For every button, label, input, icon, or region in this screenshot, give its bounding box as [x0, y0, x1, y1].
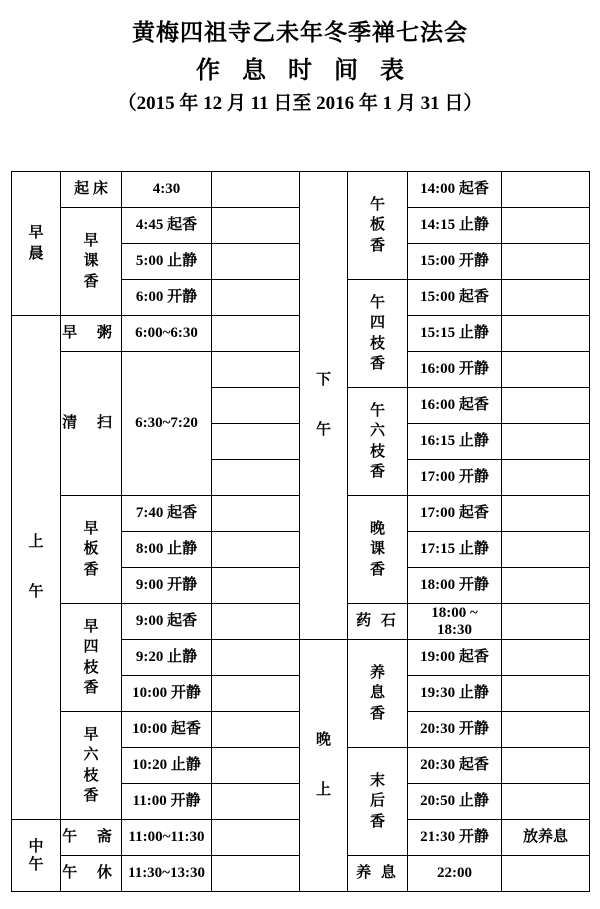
note-cell: [212, 784, 300, 820]
rest-label: 午 休: [61, 856, 122, 892]
final-note: 放养息: [502, 820, 590, 856]
time-cell: 20:30 开静: [408, 712, 502, 748]
time-cell: 10:20 止静: [122, 748, 212, 784]
note-cell: [502, 352, 590, 388]
note-cell: [212, 676, 300, 712]
note-cell: [212, 640, 300, 676]
time-cell: 8:00 止静: [122, 532, 212, 568]
lunch-time: 11:00~11:30: [122, 820, 212, 856]
note-cell: [212, 460, 300, 496]
note-cell: [502, 388, 590, 424]
schedule-table: [11, 171, 590, 892]
note-cell: [502, 856, 590, 892]
time-cell: 6:00 开静: [122, 280, 212, 316]
breakfast-time: 6:00~6:30: [122, 316, 212, 352]
note-cell: [212, 172, 300, 208]
note-cell: [502, 208, 590, 244]
lunch-label: 午 斋: [61, 820, 122, 856]
time-cell: 19:30 止静: [408, 676, 502, 712]
cleaning-time: 6:30~7:20: [122, 352, 212, 496]
time-cell: 14:00 起香: [408, 172, 502, 208]
sleep-time: 22:00: [408, 856, 502, 892]
note-cell: [212, 352, 300, 388]
note-cell: [502, 676, 590, 712]
time-cell: 19:00 起香: [408, 640, 502, 676]
time-cell: 10:00 开静: [122, 676, 212, 712]
time-cell: 11:00 开静: [122, 784, 212, 820]
note-cell: [212, 280, 300, 316]
time-cell: 17:00 起香: [408, 496, 502, 532]
note-cell: [502, 748, 590, 784]
time-cell: 17:00 开静: [408, 460, 502, 496]
wake-time: 4:30: [122, 172, 212, 208]
time-cell: 15:00 开静: [408, 244, 502, 280]
note-cell: [502, 568, 590, 604]
session-rest: 养息香: [348, 640, 408, 748]
session-noon-board: 午板香: [348, 172, 408, 280]
note-cell: [212, 820, 300, 856]
time-cell: 15:00 起香: [408, 280, 502, 316]
document-subtitle: 作息时间表: [196, 56, 426, 84]
note-cell: [212, 856, 300, 892]
session-final: 末后香: [348, 748, 408, 856]
time-cell: 16:00 起香: [408, 388, 502, 424]
sleep-label: 养 息: [348, 856, 408, 892]
note-cell: [502, 712, 590, 748]
session-early: 早课香: [61, 208, 122, 316]
session-noon-fourth: 午四枝香: [348, 280, 408, 388]
note-cell: [502, 424, 590, 460]
time-cell: 9:00 起香: [122, 604, 212, 640]
note-cell: [212, 604, 300, 640]
document-title: 黄梅四祖寺乙未年冬季禅七法会: [132, 20, 468, 46]
session-evening: 晚课香: [348, 496, 408, 604]
time-cell: 15:15 止静: [408, 316, 502, 352]
note-cell: [212, 496, 300, 532]
session-fourth: 早四枝香: [61, 604, 122, 712]
note-cell: [502, 244, 590, 280]
rest-time: 11:30~13:30: [122, 856, 212, 892]
table-row: [12, 172, 590, 208]
time-cell: 17:15 止静: [408, 532, 502, 568]
period-noon: 中午: [12, 820, 61, 892]
session-noon-sixth: 午六枝香: [348, 388, 408, 496]
medicine-label: 药 石: [348, 604, 408, 640]
breakfast-label: 早 粥: [61, 316, 122, 352]
period-evening: 晚上: [300, 640, 348, 892]
time-cell: 18:00 开静: [408, 568, 502, 604]
period-afternoon: 下午: [300, 172, 348, 640]
note-cell: [502, 316, 590, 352]
note-cell: [502, 280, 590, 316]
note-cell: [212, 424, 300, 460]
cleaning-label: 清 扫: [61, 352, 122, 496]
medicine-time: 18:00 ~ 18:30: [408, 604, 502, 640]
time-cell: 4:45 起香: [122, 208, 212, 244]
time-cell: 21:30 开静: [408, 820, 502, 856]
note-cell: [212, 388, 300, 424]
note-cell: [502, 784, 590, 820]
time-cell: 9:00 开静: [122, 568, 212, 604]
note-cell: [502, 496, 590, 532]
note-cell: [212, 208, 300, 244]
note-cell: [502, 640, 590, 676]
note-cell: [212, 316, 300, 352]
note-cell: [212, 568, 300, 604]
session-board: 早板香: [61, 496, 122, 604]
note-cell: [212, 748, 300, 784]
note-cell: [212, 244, 300, 280]
time-cell: 16:15 止静: [408, 424, 502, 460]
note-cell: [502, 172, 590, 208]
note-cell: [502, 532, 590, 568]
period-morning: 早晨: [12, 172, 61, 316]
period-forenoon: 上午: [12, 316, 61, 820]
time-cell: 9:20 止静: [122, 640, 212, 676]
note-cell: [502, 604, 590, 640]
note-cell: [212, 532, 300, 568]
session-sixth: 早六枝香: [61, 712, 122, 820]
time-cell: 20:50 止静: [408, 784, 502, 820]
time-cell: 10:00 起香: [122, 712, 212, 748]
time-cell: 16:00 开静: [408, 352, 502, 388]
date-range: （2015 年 12 月 11 日至 2016 年 1 月 31 日）: [117, 93, 483, 114]
time-cell: 7:40 起香: [122, 496, 212, 532]
time-cell: 14:15 止静: [408, 208, 502, 244]
note-cell: [212, 712, 300, 748]
time-cell: 5:00 止静: [122, 244, 212, 280]
wake-label: 起 床: [61, 172, 122, 208]
time-cell: 20:30 起香: [408, 748, 502, 784]
note-cell: [502, 460, 590, 496]
